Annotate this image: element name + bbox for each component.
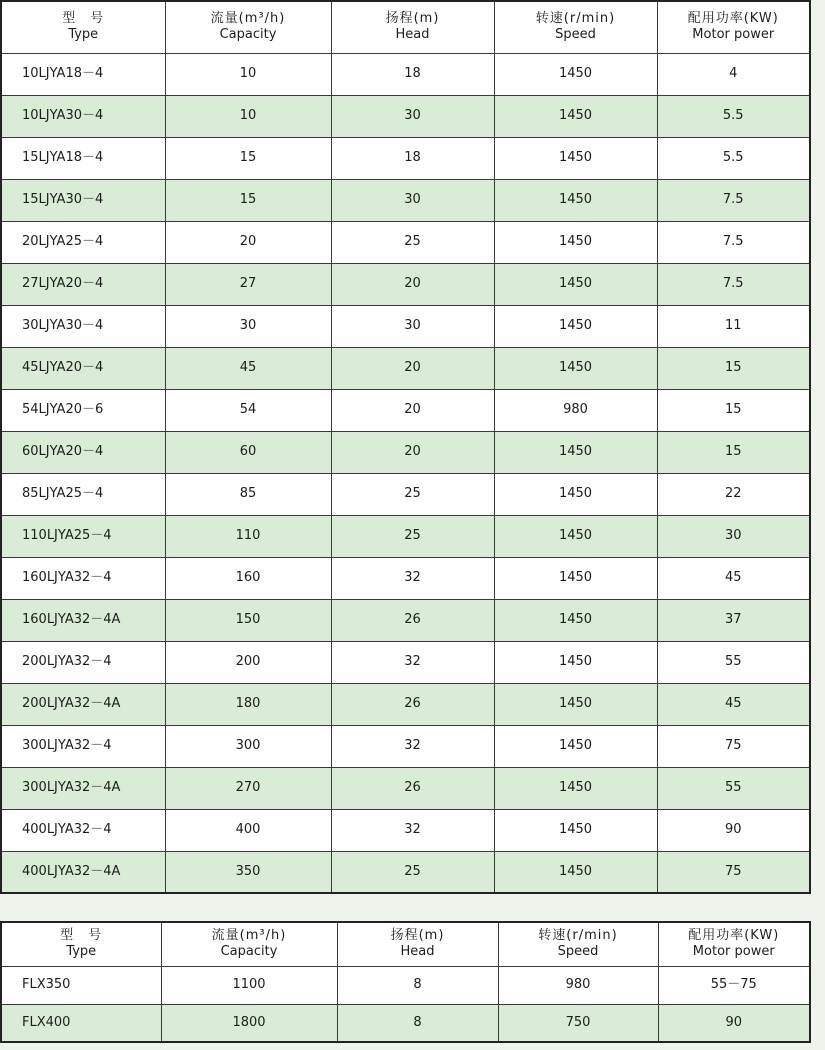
- header-capacity: 流量(m³/h) Capacity: [161, 922, 337, 966]
- cell-type: 15LJYA18－4: [1, 137, 165, 179]
- table-row: [1, 725, 810, 767]
- table-row: [1, 389, 810, 431]
- cell-head: 20: [331, 347, 494, 389]
- cell-motor-power: 7.5: [657, 263, 810, 305]
- header-speed: 转速(r/min) Speed: [494, 1, 657, 53]
- cell-head: 25: [331, 221, 494, 263]
- cell-capacity: 10: [165, 53, 331, 95]
- cell-speed: 1450: [494, 725, 657, 767]
- table-row: [1, 515, 810, 557]
- cell-motor-power: 90: [657, 809, 810, 851]
- header-row: [1, 922, 810, 966]
- table-row: [1, 851, 810, 893]
- header-capacity: 流量(m³/h) Capacity: [165, 1, 331, 53]
- cell-head: 8: [337, 966, 498, 1004]
- cell-type: 400LJYA32－4A: [1, 851, 165, 893]
- cell-capacity: 200: [165, 641, 331, 683]
- cell-capacity: 150: [165, 599, 331, 641]
- cell-speed: 1450: [494, 767, 657, 809]
- cell-motor-power: 55: [657, 767, 810, 809]
- cell-head: 30: [331, 95, 494, 137]
- cell-speed: 1450: [494, 95, 657, 137]
- cell-head: 20: [331, 431, 494, 473]
- table-row: [1, 683, 810, 725]
- cell-motor-power: 22: [657, 473, 810, 515]
- table-row: [1, 137, 810, 179]
- cell-motor-power: 4: [657, 53, 810, 95]
- cell-motor-power: 45: [657, 557, 810, 599]
- cell-head: 32: [331, 641, 494, 683]
- cell-type: 60LJYA20－4: [1, 431, 165, 473]
- cell-head: 26: [331, 599, 494, 641]
- cell-speed: 1450: [494, 179, 657, 221]
- header-type: 型 号 Type: [1, 922, 161, 966]
- cell-head: 8: [337, 1004, 498, 1042]
- cell-type: 85LJYA25－4: [1, 473, 165, 515]
- cell-type: 15LJYA30－4: [1, 179, 165, 221]
- cell-speed: 1450: [494, 305, 657, 347]
- cell-motor-power: 75: [657, 725, 810, 767]
- cell-capacity: 27: [165, 263, 331, 305]
- table-row: [1, 263, 810, 305]
- cell-capacity: 300: [165, 725, 331, 767]
- header-type: 型 号 Type: [1, 1, 165, 53]
- cell-type: 45LJYA20－4: [1, 347, 165, 389]
- cell-motor-power: 5.5: [657, 137, 810, 179]
- cell-type: FLX350: [1, 966, 161, 1004]
- cell-motor-power: 15: [657, 389, 810, 431]
- cell-capacity: 15: [165, 137, 331, 179]
- cell-capacity: 400: [165, 809, 331, 851]
- cell-head: 32: [331, 809, 494, 851]
- table-row: [1, 347, 810, 389]
- cell-motor-power: 45: [657, 683, 810, 725]
- table-row: [1, 179, 810, 221]
- table-row: [1, 53, 810, 95]
- table-row: [1, 1004, 810, 1042]
- cell-motor-power: 37: [657, 599, 810, 641]
- cell-head: 25: [331, 851, 494, 893]
- header-head: 扬程(m) Head: [337, 922, 498, 966]
- table-row: [1, 599, 810, 641]
- cell-head: 18: [331, 137, 494, 179]
- cell-capacity: 20: [165, 221, 331, 263]
- cell-head: 26: [331, 767, 494, 809]
- cell-head: 32: [331, 725, 494, 767]
- cell-motor-power: 7.5: [657, 221, 810, 263]
- cell-capacity: 10: [165, 95, 331, 137]
- cell-speed: 980: [498, 966, 658, 1004]
- cell-type: 300LJYA32－4: [1, 725, 165, 767]
- header-motor-power: 配用功率(KW) Motor power: [658, 922, 810, 966]
- cell-motor-power: 15: [657, 431, 810, 473]
- cell-speed: 1450: [494, 515, 657, 557]
- table-row: [1, 95, 810, 137]
- header-head: 扬程(m) Head: [331, 1, 494, 53]
- cell-motor-power: 11: [657, 305, 810, 347]
- cell-type: 160LJYA32－4: [1, 557, 165, 599]
- cell-speed: 1450: [494, 683, 657, 725]
- cell-speed: 1450: [494, 431, 657, 473]
- cell-speed: 1450: [494, 53, 657, 95]
- cell-capacity: 160: [165, 557, 331, 599]
- cell-capacity: 60: [165, 431, 331, 473]
- cell-type: 10LJYA18－4: [1, 53, 165, 95]
- cell-speed: 1450: [494, 809, 657, 851]
- cell-type: 110LJYA25－4: [1, 515, 165, 557]
- cell-type: 200LJYA32－4A: [1, 683, 165, 725]
- cell-motor-power: 75: [657, 851, 810, 893]
- cell-capacity: 270: [165, 767, 331, 809]
- cell-head: 30: [331, 179, 494, 221]
- cell-speed: 1450: [494, 263, 657, 305]
- cell-capacity: 350: [165, 851, 331, 893]
- cell-speed: 1450: [494, 641, 657, 683]
- cell-type: 30LJYA30－4: [1, 305, 165, 347]
- cell-head: 18: [331, 53, 494, 95]
- table-row: [1, 305, 810, 347]
- header-row: [1, 1, 810, 53]
- cell-capacity: 30: [165, 305, 331, 347]
- cell-head: 25: [331, 473, 494, 515]
- cell-head: 20: [331, 389, 494, 431]
- cell-type: 200LJYA32－4: [1, 641, 165, 683]
- table-row: [1, 641, 810, 683]
- cell-head: 20: [331, 263, 494, 305]
- table-row: [1, 767, 810, 809]
- cell-speed: 1450: [494, 347, 657, 389]
- cell-motor-power: 55－75: [658, 966, 810, 1004]
- cell-type: 27LJYA20－4: [1, 263, 165, 305]
- cell-speed: 1450: [494, 137, 657, 179]
- cell-motor-power: 15: [657, 347, 810, 389]
- cell-speed: 750: [498, 1004, 658, 1042]
- cell-type: 54LJYA20－6: [1, 389, 165, 431]
- cell-speed: 980: [494, 389, 657, 431]
- cell-head: 25: [331, 515, 494, 557]
- cell-capacity: 1100: [161, 966, 337, 1004]
- cell-speed: 1450: [494, 599, 657, 641]
- table-row: [1, 473, 810, 515]
- cell-head: 26: [331, 683, 494, 725]
- cell-capacity: 85: [165, 473, 331, 515]
- cell-head: 30: [331, 305, 494, 347]
- header-motor-power: 配用功率(KW) Motor power: [657, 1, 810, 53]
- cell-motor-power: 90: [658, 1004, 810, 1042]
- cell-motor-power: 5.5: [657, 95, 810, 137]
- cell-type: 400LJYA32－4: [1, 809, 165, 851]
- cell-type: 300LJYA32－4A: [1, 767, 165, 809]
- cell-type: 20LJYA25－4: [1, 221, 165, 263]
- table-row: [1, 221, 810, 263]
- cell-speed: 1450: [494, 473, 657, 515]
- cell-head: 32: [331, 557, 494, 599]
- table-row: [1, 809, 810, 851]
- table-row: [1, 557, 810, 599]
- cell-speed: 1450: [494, 851, 657, 893]
- cell-capacity: 110: [165, 515, 331, 557]
- cell-capacity: 45: [165, 347, 331, 389]
- flx-spec-table: [0, 921, 811, 1043]
- cell-capacity: 180: [165, 683, 331, 725]
- cell-capacity: 54: [165, 389, 331, 431]
- header-speed: 转速(r/min) Speed: [498, 922, 658, 966]
- cell-type: 10LJYA30－4: [1, 95, 165, 137]
- cell-motor-power: 55: [657, 641, 810, 683]
- cell-motor-power: 7.5: [657, 179, 810, 221]
- cell-capacity: 1800: [161, 1004, 337, 1042]
- cell-type: FLX400: [1, 1004, 161, 1042]
- cell-speed: 1450: [494, 557, 657, 599]
- table-row: [1, 966, 810, 1004]
- cell-capacity: 15: [165, 179, 331, 221]
- cell-type: 160LJYA32－4A: [1, 599, 165, 641]
- cell-speed: 1450: [494, 221, 657, 263]
- table-row: [1, 431, 810, 473]
- cell-motor-power: 30: [657, 515, 810, 557]
